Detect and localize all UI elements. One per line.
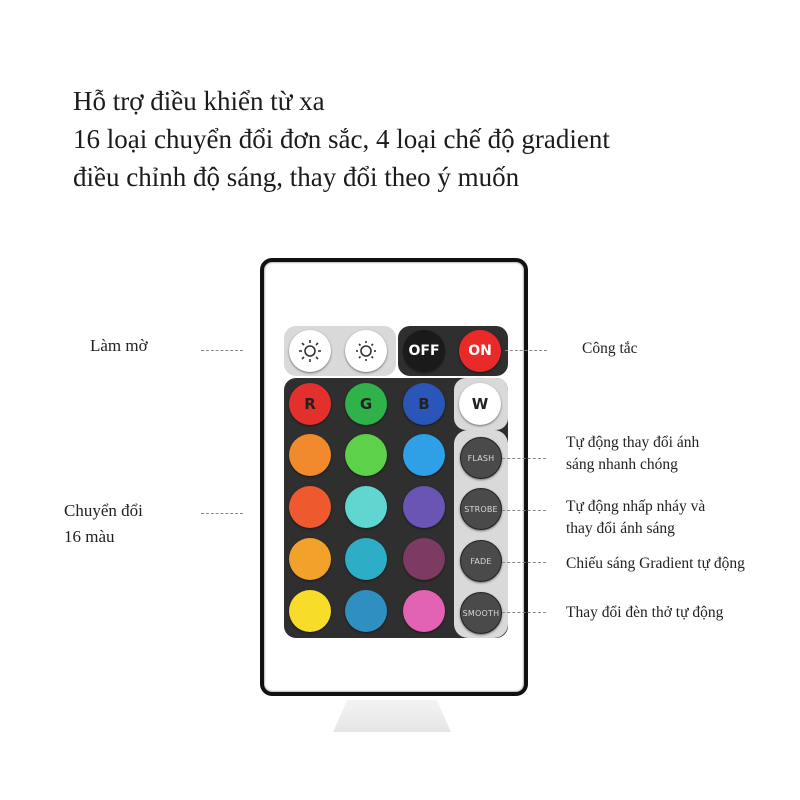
colors-label-line-2: 16 màu <box>64 527 115 546</box>
on-button[interactable]: ON <box>459 330 501 372</box>
leader-line <box>201 350 243 351</box>
strobe-label-line-1: Tự động nhấp nháy và <box>566 498 706 515</box>
color-button[interactable] <box>289 538 331 580</box>
dim-label: Làm mờ <box>90 336 148 355</box>
leader-line <box>201 513 243 514</box>
flash-label <box>566 432 699 476</box>
color-button[interactable] <box>345 590 387 632</box>
remote-stand <box>333 700 451 732</box>
sun-down-icon <box>354 339 378 363</box>
brightness-up-button[interactable] <box>289 330 331 372</box>
brightness-down-button[interactable] <box>345 330 387 372</box>
flash-label-line-2: sáng nhanh chóng <box>566 456 678 473</box>
color-button[interactable] <box>403 486 445 528</box>
headline-line-3: điều chỉnh độ sáng, thay đổi theo ý muốn <box>73 162 520 192</box>
colors-label-line-1: Chuyển đổi <box>64 501 143 520</box>
color-button[interactable] <box>289 434 331 476</box>
color-button[interactable] <box>289 590 331 632</box>
leader-line <box>502 458 546 459</box>
red-button[interactable]: R <box>289 383 331 425</box>
flash-button[interactable]: FLASH <box>460 437 502 479</box>
blue-button[interactable]: B <box>403 383 445 425</box>
strobe-button[interactable]: STROBE <box>460 488 502 530</box>
sun-up-icon <box>298 339 322 363</box>
color-button[interactable] <box>289 486 331 528</box>
colors-label <box>64 498 143 550</box>
color-button[interactable] <box>403 590 445 632</box>
fade-button[interactable]: FADE <box>460 540 502 582</box>
switch-label: Công tắc <box>582 340 638 357</box>
color-button[interactable] <box>403 434 445 476</box>
strobe-label-line-2: thay đổi ánh sáng <box>566 520 675 537</box>
smooth-label: Thay đổi đèn thở tự động <box>566 604 724 621</box>
green-button[interactable]: G <box>345 383 387 425</box>
leader-line <box>502 510 546 511</box>
color-button[interactable] <box>345 486 387 528</box>
off-button[interactable]: OFF <box>403 330 445 372</box>
headline-line-2: 16 loại chuyển đổi đơn sắc, 4 loại chế độ gradient <box>73 124 610 154</box>
leader-line <box>502 562 546 563</box>
white-button[interactable]: W <box>459 383 501 425</box>
leader-line <box>505 350 547 351</box>
headline <box>73 82 610 196</box>
headline-line-1: Hỗ trợ điều khiển từ xa <box>73 86 325 116</box>
leader-line <box>502 612 546 613</box>
color-button[interactable] <box>403 538 445 580</box>
fade-label: Chiếu sáng Gradient tự động <box>566 555 745 572</box>
color-button[interactable] <box>345 538 387 580</box>
smooth-button[interactable]: SMOOTH <box>460 592 502 634</box>
color-button[interactable] <box>345 434 387 476</box>
flash-label-line-1: Tự động thay đổi ánh <box>566 434 700 451</box>
strobe-label <box>566 496 705 540</box>
